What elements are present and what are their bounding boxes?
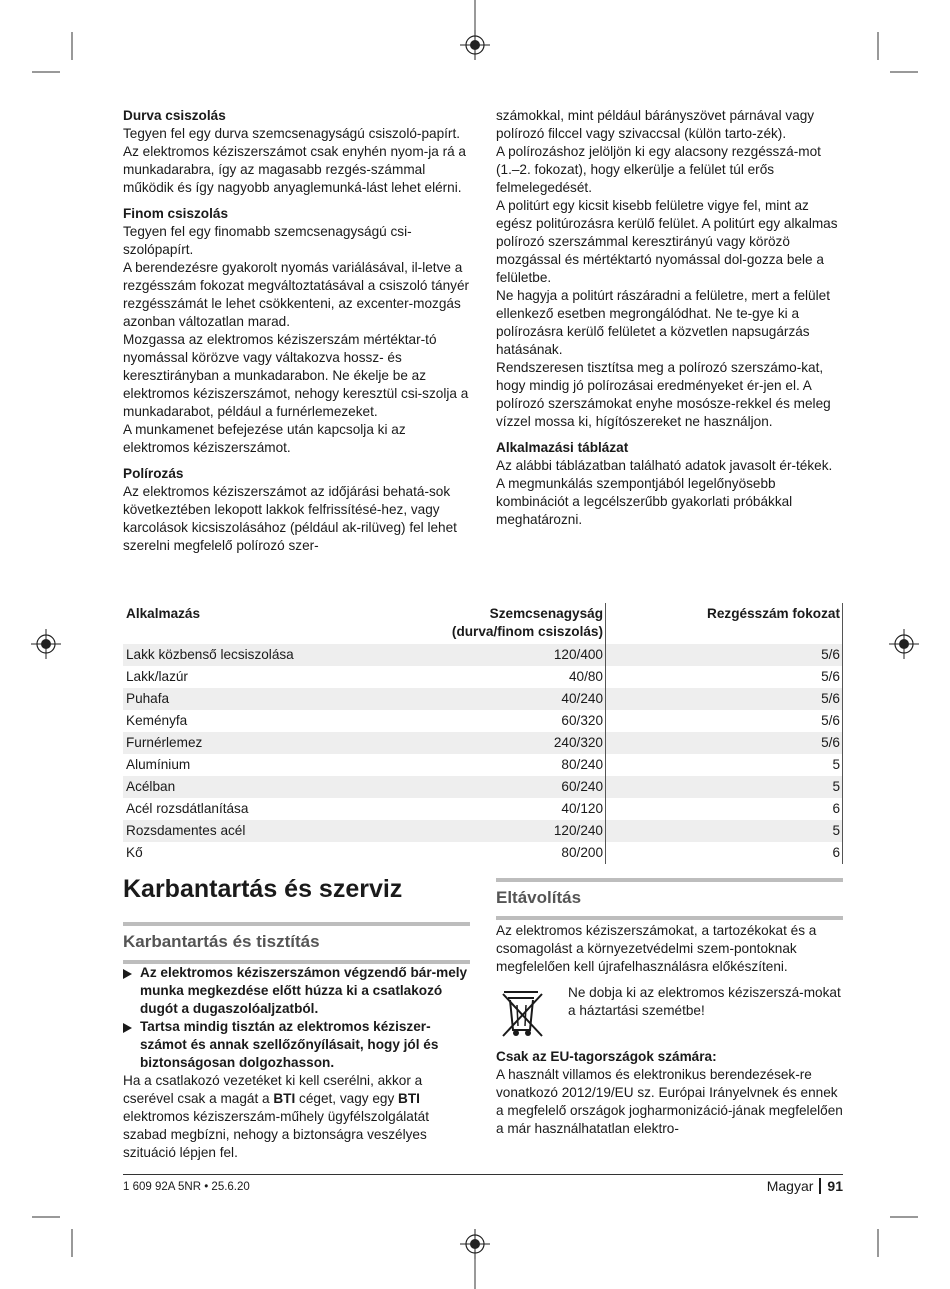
cell-speed: 5 — [606, 820, 843, 842]
cell-speed: 6 — [606, 842, 843, 864]
page-number: 91 — [819, 1178, 843, 1194]
registration-mark-icon — [460, 30, 490, 60]
cell-speed: 5/6 — [606, 732, 843, 754]
coarse-sanding-heading: Durva csiszolás — [123, 108, 226, 123]
table-row — [123, 820, 843, 842]
column-header-grit — [418, 603, 606, 644]
application-table — [123, 603, 843, 864]
cell-speed: 5/6 — [606, 644, 843, 666]
footer-language: Magyar — [766, 1178, 814, 1194]
bullet-triangle-icon — [123, 1023, 132, 1033]
table-row — [123, 798, 843, 820]
cell-application: Lakk közbenső lecsiszolása — [123, 644, 418, 666]
maintenance-cleaning-heading-bar — [123, 922, 470, 964]
left-column-bottom — [123, 964, 471, 1162]
cell-application: Kő — [126, 845, 143, 860]
bullet-text: Tartsa mindig tisztán az elektromos kéziszer-számot és annak szellőzőnyílásait, hogy jól és biztonságosan dolgozhasson. — [140, 1019, 439, 1070]
cell-application: Keményfa — [126, 713, 188, 728]
paragraph: A polírozáshoz jelöljön ki egy alacsony rezgésszá-mot (1.–2. fokozat), hogy elkerülje a felület túl erős felmelegedését. — [496, 144, 821, 195]
bin-notice-text: Ne dobja ki az elektromos kéziszerszá-mokat a háztartási szemétbe! — [568, 985, 841, 1018]
table-row — [123, 732, 843, 754]
cell-grit: 40/80 — [418, 666, 606, 688]
cell-speed: 5/6 — [606, 710, 843, 732]
cell-speed: 5/6 — [606, 666, 843, 688]
paragraph: Tegyen fel egy durva szemcsenagyságú csiszoló-papírt. — [123, 126, 460, 141]
registration-mark-icon — [889, 629, 919, 659]
grit-header-line1: Szemcsenagyság — [489, 606, 603, 621]
right-column-bottom — [496, 922, 844, 1138]
disposal-heading-bar — [496, 878, 843, 920]
paragraph: Ne hagyja a politúrt rászáradni a felületre, mert a felület ellenkező esetben megrongálódhat. Ne te-gye ki a polírozásra kerülő felületet a közvetlen napsugárzás hatásának. — [496, 288, 830, 357]
cell-application: Lakk/lazúr — [126, 669, 188, 684]
paragraph: Mozgassa az elektromos kéziszerszám mértéktar-tó nyomással körözve vagy váltakozva hossz- és keresztirányban a munkadarabon. Ne ékelje be az elektromos kéziszerszámot, nehogy keresztül csi-szolja a munkadarabot, például a furnérlemezeket. — [123, 332, 469, 419]
application-table-heading: Alkalmazási táblázat — [496, 440, 629, 455]
paragraph: Rendszeresen tisztítsa meg a polírozó szerszámo-kat, hogy mindig jó polírozásai eredményeket ér-jen el. A polírozó szerszámokat enyhe mosósze-rekkel és meleg vízzel mossa ki, hígítószereket ne használjon. — [496, 360, 831, 429]
cell-application: Alumínium — [126, 757, 191, 772]
cell-grit: 120/400 — [418, 644, 606, 666]
polishing-heading: Polírozás — [123, 466, 184, 481]
table-body — [123, 644, 843, 864]
maintenance-cleaning-heading: Karbantartás és tisztítás — [123, 932, 320, 951]
table-row — [123, 842, 843, 864]
cell-grit: 40/240 — [418, 688, 606, 710]
paragraph: Az alábbi táblázatban található adatok javasolt ér-tékek. — [496, 458, 833, 473]
cell-application: Furnérlemez — [123, 732, 418, 754]
fine-sanding-heading: Finom csiszolás — [123, 206, 229, 221]
safety-bullet — [123, 1018, 471, 1072]
table-row — [123, 776, 843, 798]
paragraph: A használt villamos és elektronikus berendezések-re vonatkozó 2012/19/EU sz. Európai Irányelvnek és ennek a megfelelő országok jogharmonizáció-jának megfelelően a már használhatatlan elektro- — [496, 1067, 843, 1136]
cord-replacement-paragraph — [123, 1072, 471, 1162]
column-header-application: Alkalmazás — [126, 606, 201, 621]
cell-grit: 80/200 — [418, 842, 606, 864]
cell-grit: 40/120 — [418, 798, 606, 820]
table-row — [123, 666, 843, 688]
paragraph: A berendezésre gyakorolt nyomás variálásával, il-letve a rezgésszám fokozat megváltoztatásával a csiszoló tányér rezgésszámát le lehet csökkenteni, az excenter-mozgás azonban változatlan marad. — [123, 260, 470, 329]
cell-speed: 5 — [606, 754, 843, 776]
paragraph: A munkamenet befejezése után kapcsolja ki az elektromos kéziszerszámot. — [123, 422, 406, 455]
paragraph: A megmunkálás szempontjából legelőnyösebb kombinációt a legcélszerűbb gyakorlati próbákkal meghatározni. — [496, 476, 793, 527]
cell-application: Acélban — [123, 776, 418, 798]
paragraph: Az elektromos kéziszerszámokat, a tartozékokat és a csomagolást a környezetvédelmi szem-pontoknak megfelelően kell újrafelhasználásra előkészíteni. — [496, 923, 817, 974]
maintenance-service-title: Karbantartás és szerviz — [123, 875, 403, 903]
cell-grit: 80/240 — [418, 754, 606, 776]
cell-grit: 120/240 — [418, 820, 606, 842]
footer-code: 1 609 92A 5NR • 25.6.20 — [123, 1181, 250, 1193]
cell-speed: 5/6 — [606, 688, 843, 710]
cell-application: Rozsdamentes acél — [123, 820, 418, 842]
table-header-row — [123, 603, 843, 644]
table-row — [123, 710, 843, 732]
column-header-speed: Rezgésszám fokozat — [606, 603, 843, 644]
cell-speed: 5 — [606, 776, 843, 798]
footer-rule — [123, 1174, 843, 1175]
table-row — [123, 688, 843, 710]
paragraph: A politúrt egy kicsit kisebb felületre vigye fel, mint az egész politúrozásra kerülő felület. A politúrt egy alkalmas polírozó szerszámmal keresztirányú vagy körözö mozgással és mértéktartó nyomással dol-gozza bele a felületbe. — [496, 198, 838, 285]
registration-mark-icon — [31, 629, 61, 659]
disposal-heading: Eltávolítás — [496, 888, 582, 907]
left-column-top — [123, 107, 471, 555]
registration-mark-icon — [460, 1229, 490, 1259]
text-run: céget, vagy egy — [295, 1091, 399, 1106]
paragraph: számokkal, mint például bárányszövet párnával vagy polírozó filccel vagy szivaccsal (külön tarto-zék). — [496, 108, 815, 141]
right-column-top — [496, 107, 844, 529]
cell-application: Puhafa — [123, 688, 418, 710]
cell-grit: 60/320 — [418, 710, 606, 732]
table-row — [123, 754, 843, 776]
brand-name: BTI — [398, 1091, 420, 1106]
bullet-triangle-icon — [123, 969, 132, 979]
paragraph: Az elektromos kéziszerszámot az időjárási behatá-sok következtében lekopott lakkok felfrissítésé-hez, vagy karcolások kicsiszolásához (például ak-rilüveg) fel lehet szerelni megfelelő polírozó szer- — [123, 484, 457, 553]
text-run: Ha a csatlakozó vezetéket ki kell cserélni, akkor a cserével csak a magát a — [123, 1073, 423, 1106]
paragraph: Az elektromos kéziszerszámot csak enyhén nyom-ja rá a munkadarabra, így az magasabb rezgés-számmal működik és így nagyobb anyaglemunká-lást lehet elérni. — [123, 144, 466, 195]
cell-application: Acél rozsdátlanítása — [126, 801, 249, 816]
grit-header-line2: (durva/finom csiszolás) — [451, 624, 603, 639]
text-run: elektromos kéziszerszám-műhely ügyfélszolgálatát szabad megbízni, nehogy a biztonságra veszélyes szituáció lépjen fel. — [123, 1109, 429, 1160]
eu-heading: Csak az EU-tagországok számára: — [496, 1049, 717, 1064]
cell-grit: 240/320 — [418, 732, 606, 754]
bin-notice — [496, 984, 844, 1040]
table-row — [123, 644, 843, 666]
cell-grit: 60/240 — [418, 776, 606, 798]
safety-bullet — [123, 964, 471, 1018]
footer-page-info — [767, 1178, 843, 1194]
paragraph: Tegyen fel egy finomabb szemcsenagyságú csi-szolópapírt. — [123, 224, 412, 257]
bullet-text: Az elektromos kéziszerszámon végzendő bár-mely munka megkezdése előtt húzza ki a csatlakozó dugót a dugaszolóaljzatból. — [140, 965, 468, 1016]
cell-speed: 6 — [606, 798, 843, 820]
brand-name: BTI — [273, 1091, 296, 1106]
crossed-out-bin-icon — [498, 986, 548, 1038]
